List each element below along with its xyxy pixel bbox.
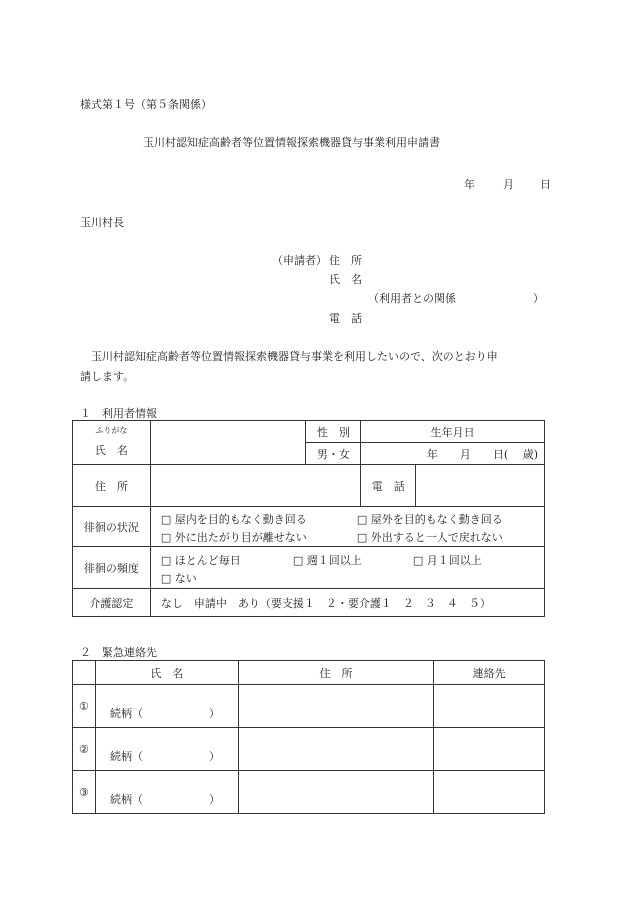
wander-status-option[interactable]: □ 外出すると一人で戻れない: [356, 530, 503, 544]
num-header: [73, 661, 96, 685]
row-number: ③: [73, 771, 96, 814]
applicant-name-label: 氏 名: [329, 273, 362, 286]
phone-field[interactable]: [416, 465, 545, 507]
care-value[interactable]: なし 申請中 あり（要支援１ ２・要介護１ ２ ３ ４ ５）: [150, 589, 544, 617]
furigana-label: ふりがな: [95, 426, 128, 435]
address-label: 住 所: [73, 465, 151, 507]
wander-status-option[interactable]: □ 屋外を目的もなく動き回る: [356, 512, 503, 526]
address-field[interactable]: [150, 465, 361, 507]
row-number: ②: [73, 728, 96, 771]
addressee: 玉川村長: [80, 216, 124, 229]
frequency-options: [150, 547, 544, 589]
sex-value[interactable]: 男・女: [306, 443, 361, 465]
relation-label: 続柄（ ）: [109, 750, 220, 763]
date-month: 月: [503, 178, 514, 191]
col-name-header: 氏 名: [95, 661, 238, 685]
col-contact-header: 連絡先: [434, 661, 545, 685]
contact-phone-field[interactable]: [434, 728, 545, 771]
wander-status-options: [150, 507, 544, 547]
wander-status-label: 徘徊の状況: [73, 507, 151, 547]
contact-name-field[interactable]: [95, 685, 238, 728]
phone-label: 電 話: [361, 465, 416, 507]
care-label: 介護認定: [73, 589, 151, 617]
contact-name-field[interactable]: [95, 728, 238, 771]
wander-status-option[interactable]: □ 屋内を目的もなく動き回る: [160, 512, 307, 526]
wander-status-option[interactable]: □ 外に出たがり目が離せない: [160, 530, 307, 544]
dob-value[interactable]: 年 月 日( 歳): [361, 443, 545, 465]
relation-label: 続柄（ ）: [109, 707, 220, 720]
applicant-phone-label: 電 話: [329, 312, 362, 325]
name-field[interactable]: [150, 421, 306, 465]
contact-address-field[interactable]: [238, 685, 433, 728]
applicant-label: （申請者）: [272, 254, 327, 267]
section1-heading: １ 利用者情報: [80, 407, 157, 420]
contact-phone-field[interactable]: [434, 685, 545, 728]
name-label: 氏 名: [94, 444, 128, 457]
contact-phone-field[interactable]: [434, 771, 545, 814]
applicant-address-label: 住 所: [329, 254, 362, 267]
intro-text: 玉川村認知症高齢者等位置情報探索機器貸与事業を利用したいので、次のとおり申: [91, 350, 498, 363]
section2-heading: ２ 緊急連絡先: [80, 646, 157, 659]
form-number: 様式第１号（第５条関係）: [80, 98, 212, 111]
contact-name-field[interactable]: [95, 771, 238, 814]
col-address-header: 住 所: [238, 661, 433, 685]
date-day: 日: [540, 178, 551, 191]
sex-label: 性 別: [306, 421, 361, 443]
date-year: 年: [464, 178, 475, 191]
frequency-label: 徘徊の頻度: [73, 547, 151, 589]
dob-label: 生年月日: [361, 421, 545, 443]
row-number: ①: [73, 685, 96, 728]
relation-label: 続柄（ ）: [109, 793, 220, 806]
name-header-cell: [73, 421, 151, 465]
frequency-option[interactable]: □ ほとんど毎日: [160, 553, 241, 567]
frequency-option[interactable]: □ 週１回以上: [292, 553, 362, 567]
emergency-contacts-table: [72, 660, 545, 814]
page-title: 玉川村認知症高齢者等位置情報探索機器貸与事業利用申請書: [143, 136, 440, 149]
intro-text-cont: 請します。: [80, 370, 135, 383]
frequency-option[interactable]: □ 月１回以上: [412, 553, 482, 567]
applicant-relation: （利用者との関係 ）: [368, 292, 544, 305]
contact-address-field[interactable]: [238, 728, 433, 771]
frequency-option[interactable]: □ ない: [160, 571, 197, 585]
contact-address-field[interactable]: [238, 771, 433, 814]
user-info-table: [72, 420, 545, 617]
